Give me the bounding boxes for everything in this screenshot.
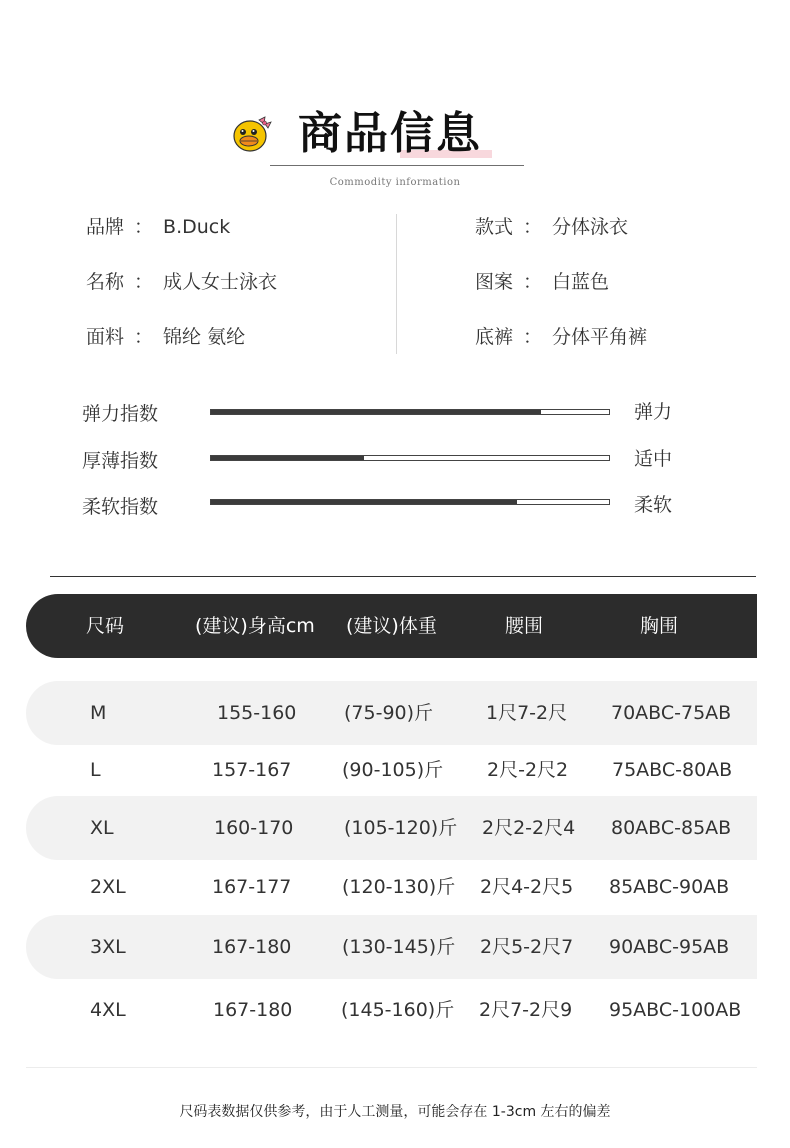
header-height: (建议)身高cm <box>195 615 315 637</box>
footnote: 尺码表数据仅供参考，由于人工测量，可能会存在 1-3cm 左右的偏差 <box>179 1104 611 1120</box>
softness-label: 柔软指数 <box>82 496 159 518</box>
size-table-header <box>26 594 757 658</box>
cell-bust: 90ABC-95AB <box>609 936 730 958</box>
info-separator: ： <box>134 271 154 293</box>
cell-size: 3XL <box>90 936 126 958</box>
cell-waist: 2尺5-2尺7 <box>480 936 574 958</box>
thickness-bar-fill <box>211 456 364 460</box>
info-style <box>475 212 628 239</box>
cell-size: M <box>90 702 107 724</box>
softness-bar <box>210 499 610 505</box>
info-separator: ： <box>134 216 154 238</box>
info-pattern <box>475 267 609 294</box>
table-row <box>26 978 757 1042</box>
title-underline <box>270 165 524 166</box>
cell-bust: 80ABC-85AB <box>611 817 732 839</box>
cell-waist: 1尺7-2尺 <box>486 702 568 724</box>
info-key: 名称 <box>86 271 125 293</box>
info-key: 面料 <box>86 326 125 348</box>
table-row <box>26 738 757 802</box>
info-value: B.Duck <box>163 216 231 238</box>
header-waist: 腰围 <box>505 615 544 637</box>
cell-height: 155-160 <box>217 702 297 724</box>
info-name <box>86 267 277 294</box>
page-title: 商品信息 <box>298 108 482 159</box>
table-row <box>26 681 757 745</box>
info-value: 锦纶 氨纶 <box>163 326 246 348</box>
cell-size: 2XL <box>90 876 126 898</box>
cell-weight: (105-120)斤 <box>344 817 458 839</box>
cell-bust: 85ABC-90AB <box>609 876 730 898</box>
softness-result: 柔软 <box>634 494 673 516</box>
cell-weight: (145-160)斤 <box>341 999 455 1021</box>
cell-bust: 95ABC-100AB <box>609 999 742 1021</box>
table-row <box>26 915 757 979</box>
info-value: 分体平角裤 <box>552 326 648 348</box>
cell-height: 160-170 <box>214 817 294 839</box>
header-bust: 胸围 <box>640 615 679 637</box>
cell-height: 167-177 <box>212 876 292 898</box>
thickness-bar <box>210 455 610 461</box>
header <box>0 0 790 200</box>
cell-weight: (120-130)斤 <box>342 876 456 898</box>
info-separator: ： <box>523 326 543 348</box>
cell-height: 167-180 <box>213 999 293 1021</box>
cell-size: 4XL <box>90 999 126 1021</box>
info-value: 分体泳衣 <box>552 216 629 238</box>
thickness-label: 厚薄指数 <box>82 450 159 472</box>
section-divider <box>50 576 756 577</box>
header-size: 尺码 <box>86 615 125 637</box>
cell-waist: 2尺-2尺2 <box>487 759 569 781</box>
info-key: 底裤 <box>475 326 514 348</box>
cell-weight: (130-145)斤 <box>342 936 456 958</box>
elasticity-result: 弹力 <box>634 401 673 423</box>
info-divider <box>396 214 397 354</box>
thickness-result: 适中 <box>634 448 673 470</box>
cell-height: 167-180 <box>212 936 292 958</box>
info-value: 白蓝色 <box>552 271 610 293</box>
info-value: 成人女士泳衣 <box>163 271 278 293</box>
info-key: 品牌 <box>86 216 125 238</box>
cell-weight: (90-105)斤 <box>342 759 444 781</box>
cell-bust: 70ABC-75AB <box>611 702 732 724</box>
info-separator: ： <box>134 326 154 348</box>
softness-bar-fill <box>211 500 517 504</box>
cell-waist: 2尺2-2尺4 <box>482 817 576 839</box>
elasticity-label: 弹力指数 <box>82 403 159 425</box>
table-row <box>26 796 757 860</box>
cell-waist: 2尺4-2尺5 <box>480 876 574 898</box>
info-key: 款式 <box>475 216 514 238</box>
cell-weight: (75-90)斤 <box>344 702 434 724</box>
duck-icon <box>232 114 272 154</box>
cell-waist: 2尺7-2尺9 <box>479 999 573 1021</box>
page-subtitle: Commodity information <box>329 177 461 188</box>
info-brand <box>86 212 230 239</box>
cell-size: XL <box>90 817 114 839</box>
info-bottoms <box>475 322 647 349</box>
info-key: 图案 <box>475 271 514 293</box>
cell-size: L <box>90 759 101 781</box>
table-row <box>26 855 757 919</box>
header-weight: (建议)体重 <box>346 615 437 637</box>
info-separator: ： <box>523 216 543 238</box>
cell-bust: 75ABC-80AB <box>612 759 733 781</box>
elasticity-bar-fill <box>211 410 541 414</box>
elasticity-bar <box>210 409 610 415</box>
footer-divider <box>26 1067 757 1068</box>
cell-height: 157-167 <box>212 759 292 781</box>
info-separator: ： <box>523 271 543 293</box>
info-fabric <box>86 322 245 349</box>
